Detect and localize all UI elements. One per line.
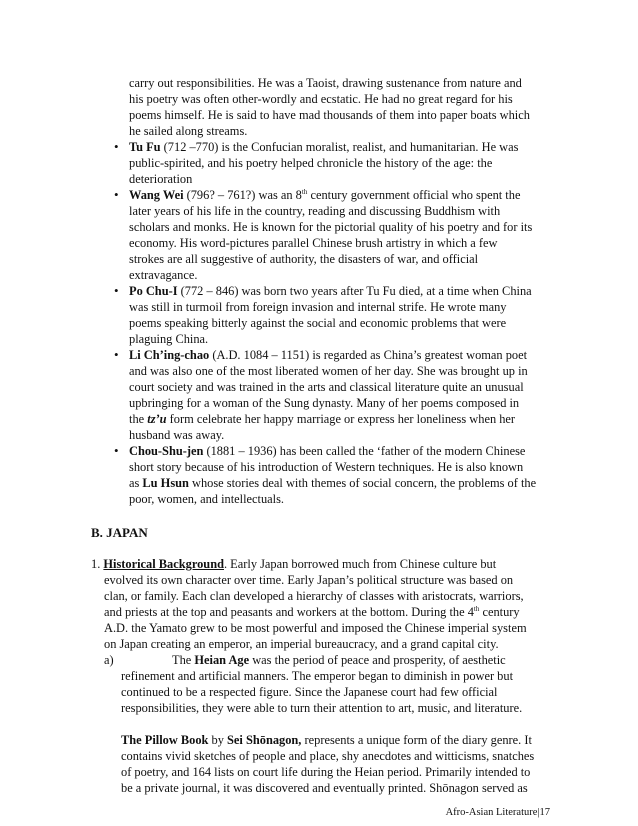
intro-line: he sailed along streams. xyxy=(129,124,248,138)
wang-wei-line: extravagance. xyxy=(129,268,198,282)
section-heading: B. JAPAN xyxy=(91,525,148,540)
li-ching-chao-line: husband was away. xyxy=(129,428,225,442)
historical-line: clan, or family. Each clan developed a hierarchy of classes with aristocrats, warriors, xyxy=(104,589,524,603)
poet-name: Chou-Shu-jen xyxy=(129,444,204,458)
chou-shu-jen-line: short story because of his introduction of Western techniques. He is also known xyxy=(129,460,524,474)
heian-age-entry: The Heian Age was the period of peace and prosperity, of aesthetic xyxy=(172,653,506,667)
pen-name: Lu Hsun xyxy=(142,476,189,490)
historical-line: evolved its own character over time. Early Japan’s political structure was based on xyxy=(104,573,514,587)
period-title: Heian Age xyxy=(194,653,250,667)
intro-line: his poetry was often other-wordly and ecstatic. He had no great regard for his xyxy=(129,92,513,106)
li-ching-chao-entry: Li Ch’ing-chao (A.D. 1084 – 1151) is regarded as China’s greatest woman poet xyxy=(129,348,528,362)
book-title: The Pillow Book xyxy=(121,733,209,747)
wang-wei-entry: Wang Wei (796? – 761?) was an 8th century government official who spent the xyxy=(129,188,521,202)
heian-line: refinement and artificial manners. The emperor began to diminish in power but xyxy=(121,669,514,683)
chou-shu-jen-entry: Chou-Shu-jen (1881 – 1936) has been called the ‘father of the modern Chinese xyxy=(129,444,526,458)
pillow-book-entry: The Pillow Book by Sei Shōnagon, represents a unique form of the diary genre. It xyxy=(121,733,532,747)
wang-wei-line: later years of his life in the country, reading and discussing Buddhism with xyxy=(129,204,501,218)
poet-name: Po Chu-I xyxy=(129,284,178,298)
author-name: Sei Shōnagon, xyxy=(227,733,302,747)
intro-line: carry out responsibilities. He was a Taoist, drawing sustenance from nature and xyxy=(129,76,522,90)
poet-name: Li Ch’ing-chao xyxy=(129,348,210,362)
historical-background-para: 1. Historical Background. Early Japan borrowed much from Chinese culture but xyxy=(91,557,497,571)
wang-wei-line: economy. His word-pictures parallel Chinese brush artistry in which a few xyxy=(129,236,498,250)
bullet-icon: • xyxy=(114,187,119,202)
bullet-icon: • xyxy=(114,443,119,458)
page-footer: Afro-Asian Literature|17 xyxy=(445,807,550,818)
li-ching-chao-line: the tz’u form celebrate her happy marriage or express her loneliness when her xyxy=(129,412,516,426)
pillow-book-line: be a private journal, it was discovered and eventually printed. Shōnagon served as xyxy=(121,781,528,795)
po-chu-i-line: poems speaking bitterly against the social and economic problems that were xyxy=(129,316,507,330)
po-chu-i-line: was still in turmoil from foreign invasion and internal strife. He wrote many xyxy=(129,300,507,314)
tu-fu-entry: Tu Fu (712 –770) is the Confucian moralist, realist, and humanitarian. He was xyxy=(129,140,519,154)
historical-line: on Japan creating an emperor, an imperial bureaucracy, and a grand capital city. xyxy=(104,637,499,651)
poet-name: Tu Fu xyxy=(129,140,161,154)
tu-fu-line: deterioration xyxy=(129,172,193,186)
bullet-icon: • xyxy=(114,283,119,298)
historical-line: A.D. the Yamato grew to be most powerful and imposed the Chinese imperial system xyxy=(104,621,527,635)
tu-fu-line: public-spirited, and his poetry helped chronicle the history of the age: the xyxy=(129,156,493,170)
li-ching-chao-line: and was also one of the most liberated women of her day. She was brought up in xyxy=(129,364,528,378)
bullet-icon: • xyxy=(114,139,119,154)
bullet-icon: • xyxy=(114,347,119,362)
wang-wei-line: scholars and monks. He is known for the pictorial quality of his poetry and for its xyxy=(129,220,533,234)
poet-name: Wang Wei xyxy=(129,188,184,202)
li-ching-chao-line: court society and was trained in the arts and classical literature quite an unusual xyxy=(129,380,524,394)
heian-line: continued to be a respected figure. Since the Japanese court had few official xyxy=(121,685,498,699)
intro-line: poems himself. He is said to have mad thousands of them into paper boats which xyxy=(129,108,530,122)
po-chu-i-line: plaguing China. xyxy=(129,332,209,346)
historical-line: and priests at the top and peasants and workers at the bottom. During the 4th century xyxy=(104,605,520,619)
form-term: tz’u xyxy=(147,412,167,426)
pillow-book-line: contains vivid sketches of people and place, shy anecdotes and witticisms, snatches xyxy=(121,749,535,763)
chou-shu-jen-line: poor, women, and intellectuals. xyxy=(129,492,285,506)
chou-shu-jen-line: as Lu Hsun whose stories deal with themes of social concern, the problems of the xyxy=(129,476,537,490)
list-label: a) xyxy=(104,653,114,667)
pillow-book-line: of poetry, and 164 lists on court life during the Heian period. Primarily intended to xyxy=(121,765,531,779)
po-chu-i-entry: Po Chu-I (772 – 846) was born two years after Tu Fu died, at a time when China xyxy=(129,284,532,298)
subsection-title: Historical Background xyxy=(103,557,224,571)
wang-wei-line: strokes are all suggestive of authority, the disasters of war, and official xyxy=(129,252,479,266)
li-ching-chao-line: upbringing for a woman of the Sung dynasty. Many of her poems composed in xyxy=(129,396,520,410)
heian-line: responsibilities, they were able to turn their attention to art, music, and literature. xyxy=(121,701,523,715)
